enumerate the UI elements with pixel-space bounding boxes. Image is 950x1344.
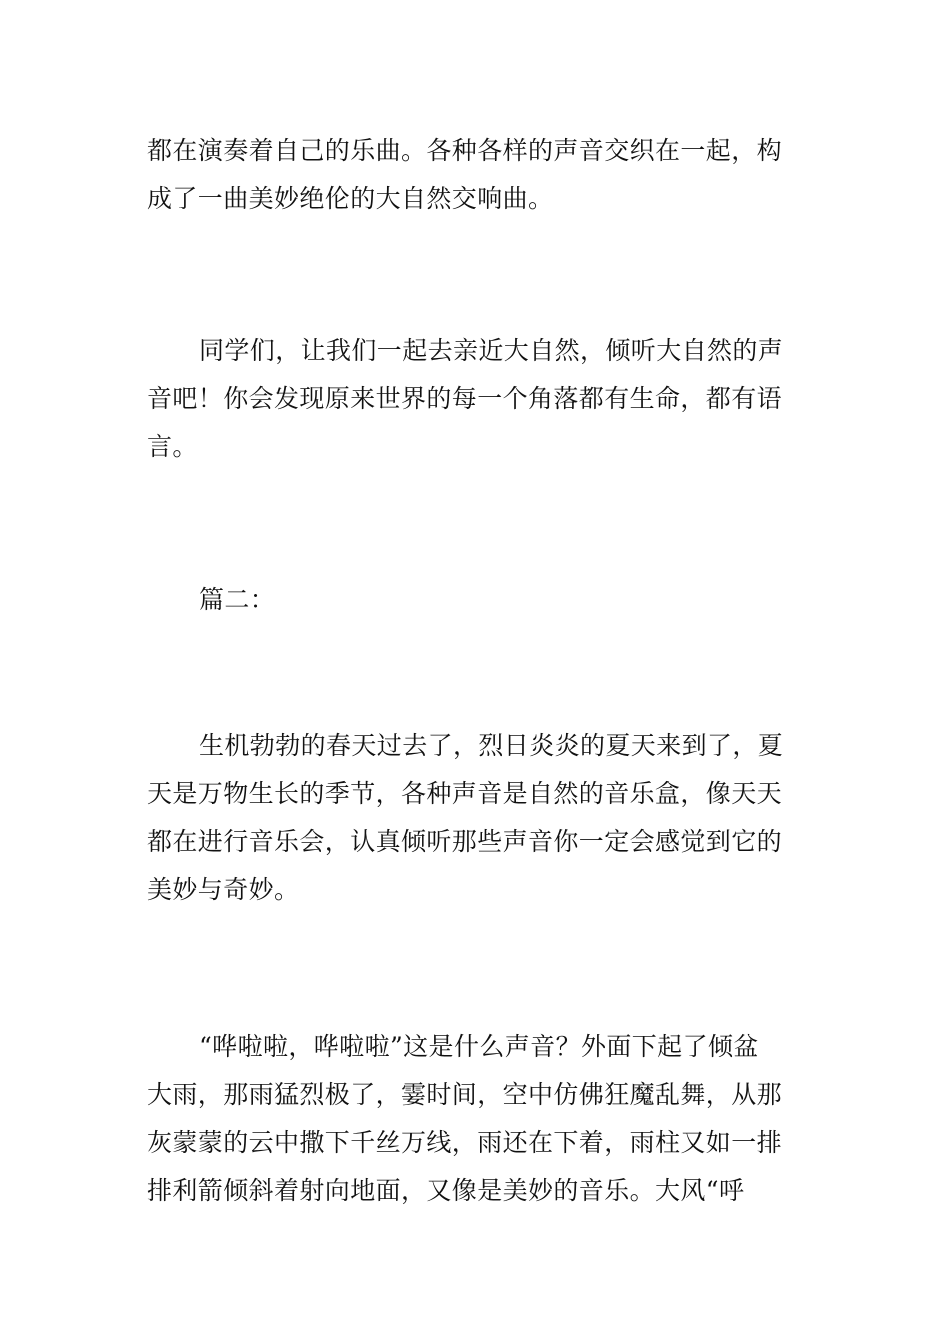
text-line: 言。 bbox=[147, 432, 198, 461]
paragraph-invitation bbox=[147, 327, 807, 471]
text-line: 排利箭倾斜着射向地面，又像是美妙的音乐。大风“呼 bbox=[147, 1176, 745, 1205]
section-heading-part-two bbox=[147, 576, 807, 624]
paragraph-summer bbox=[147, 722, 807, 914]
text-line: 美妙与奇妙。 bbox=[147, 875, 300, 904]
text-line: 都在进行音乐会，认真倾听那些声音你一定会感觉到它的 bbox=[147, 827, 783, 856]
text-line: 生机勃勃的春天过去了，烈日炎炎的夏天来到了，夏 bbox=[199, 731, 784, 760]
text-line: 天是万物生长的季节，各种声音是自然的音乐盒，像天天 bbox=[147, 779, 783, 808]
paragraph-symphony-ending bbox=[147, 127, 807, 223]
section-heading: 篇二： bbox=[199, 585, 276, 614]
text-line: 音吧！你会发现原来世界的每一个角落都有生命，都有语 bbox=[147, 384, 783, 413]
text-line: 都在演奏着自己的乐曲。各种各样的声音交织在一起，构 bbox=[147, 136, 783, 165]
text-line: 灰蒙蒙的云中撒下千丝万线，雨还在下着，雨柱又如一排 bbox=[147, 1128, 783, 1157]
text-line: 成了一曲美妙绝伦的大自然交响曲。 bbox=[147, 184, 554, 213]
text-line: 同学们，让我们一起去亲近大自然，倾听大自然的声 bbox=[199, 336, 784, 365]
text-line: 大雨，那雨猛烈极了，霎时间，空中仿佛狂魔乱舞，从那 bbox=[147, 1080, 783, 1109]
text-line: “哗啦啦，哗啦啦”这是什么声音？外面下起了倾盆 bbox=[199, 1032, 759, 1061]
paragraph-rain bbox=[147, 1023, 807, 1215]
